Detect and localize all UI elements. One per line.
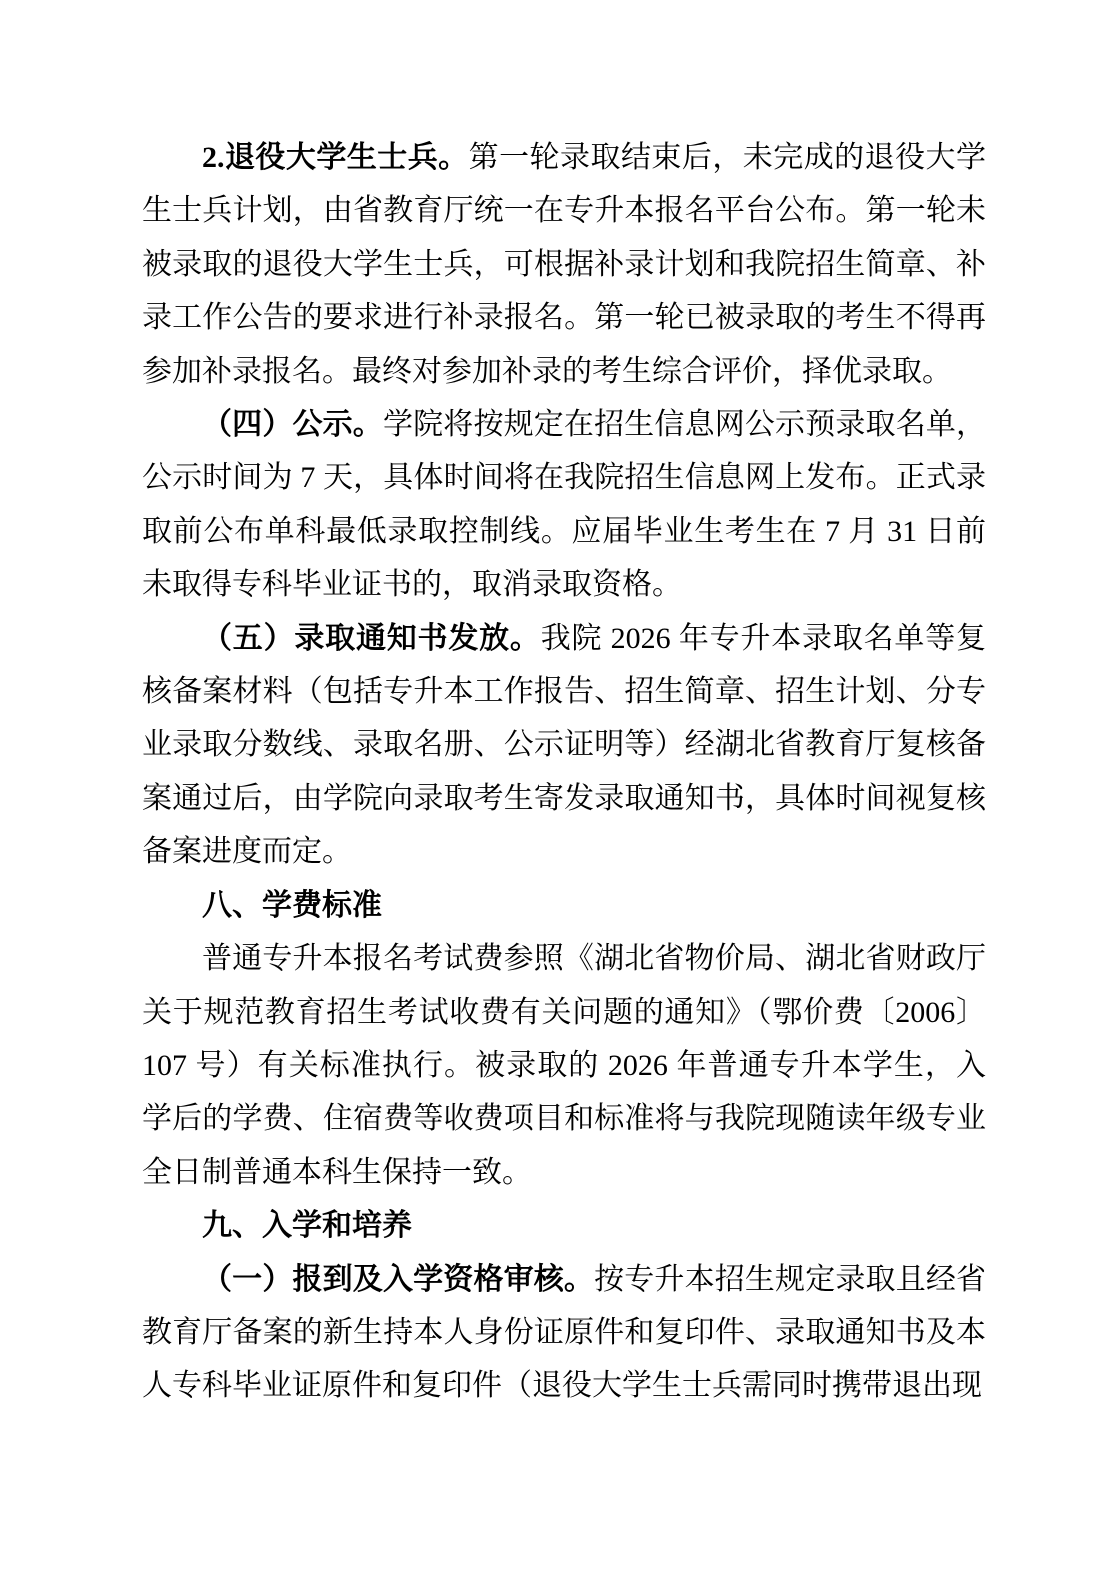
para-registration-text: 按专升本招生规定录取且经省教育厅备案的新生持本人身份证原件和复印件、录取通知书及本人专科毕业证原件和复印件（退役大学生士兵需同时携带退出现 <box>142 1262 987 1403</box>
heading-enrollment-training: 九、入学和培养 <box>202 1209 412 1243</box>
heading-tuition-standard: 八、学费标准 <box>202 888 382 922</box>
para-tuition-text: 普通专升本报名考试费参照《湖北省物价局、湖北省财政厅关于规范教育招生考试收费有关问题的通知》（鄂价费〔2006〕107 号）有关标准执行。被录取的 2026 年普通专升本学生，入学后的学费、住宿费等收费项目和标准将与我院现随读年级专业全日制普通本科生保持一致。 <box>142 942 986 1189</box>
para-registration-lead: （一）报到及入学资格审核。 <box>202 1262 595 1296</box>
para-publicity-text: 学院将按规定在招生信息网公示预录取名单，公示时间为 7 天，具体时间将在我院招生信息网上发布。正式录取前公布单科最低录取控制线。应届毕业生考生在 7 月 31 日前未取得专科毕业证书的，取消录取资格。 <box>142 408 987 602</box>
para-admission-notice-lead: （五）录取通知书发放。 <box>202 621 541 655</box>
para-publicity <box>142 398 986 612</box>
para-veteran-text: 第一轮录取结束后，未完成的退役大学生士兵计划，由省教育厅统一在专升本报名平台公布。第一轮未被录取的退役大学生士兵，可根据补录计划和我院招生简章、补录工作公告的要求进行补录报名。第一轮已被录取的考生不得再参加补录报名。最终对参加补录的考生综合评价，择优录取。 <box>142 141 987 388</box>
para-veteran-lead: 2.退役大学生士兵。 <box>202 141 469 174</box>
para-veteran-soldier-supplement <box>142 131 986 398</box>
para-admission-notice <box>142 612 986 879</box>
document-body <box>142 131 986 1413</box>
para-tuition-standard <box>142 932 986 1199</box>
para-registration-review <box>142 1253 986 1413</box>
para-admission-notice-text: 我院 2026 年专升本录取名单等复核备案材料（包括专升本工作报告、招生简章、招生计划、分专业录取分数线、录取名册、公示证明等）经湖北省教育厅复核备案通过后，由学院向录取考生寄发录取通知书，具体时间视复核备案进度而定。 <box>142 621 987 869</box>
para-publicity-lead: （四）公示。 <box>202 408 383 442</box>
